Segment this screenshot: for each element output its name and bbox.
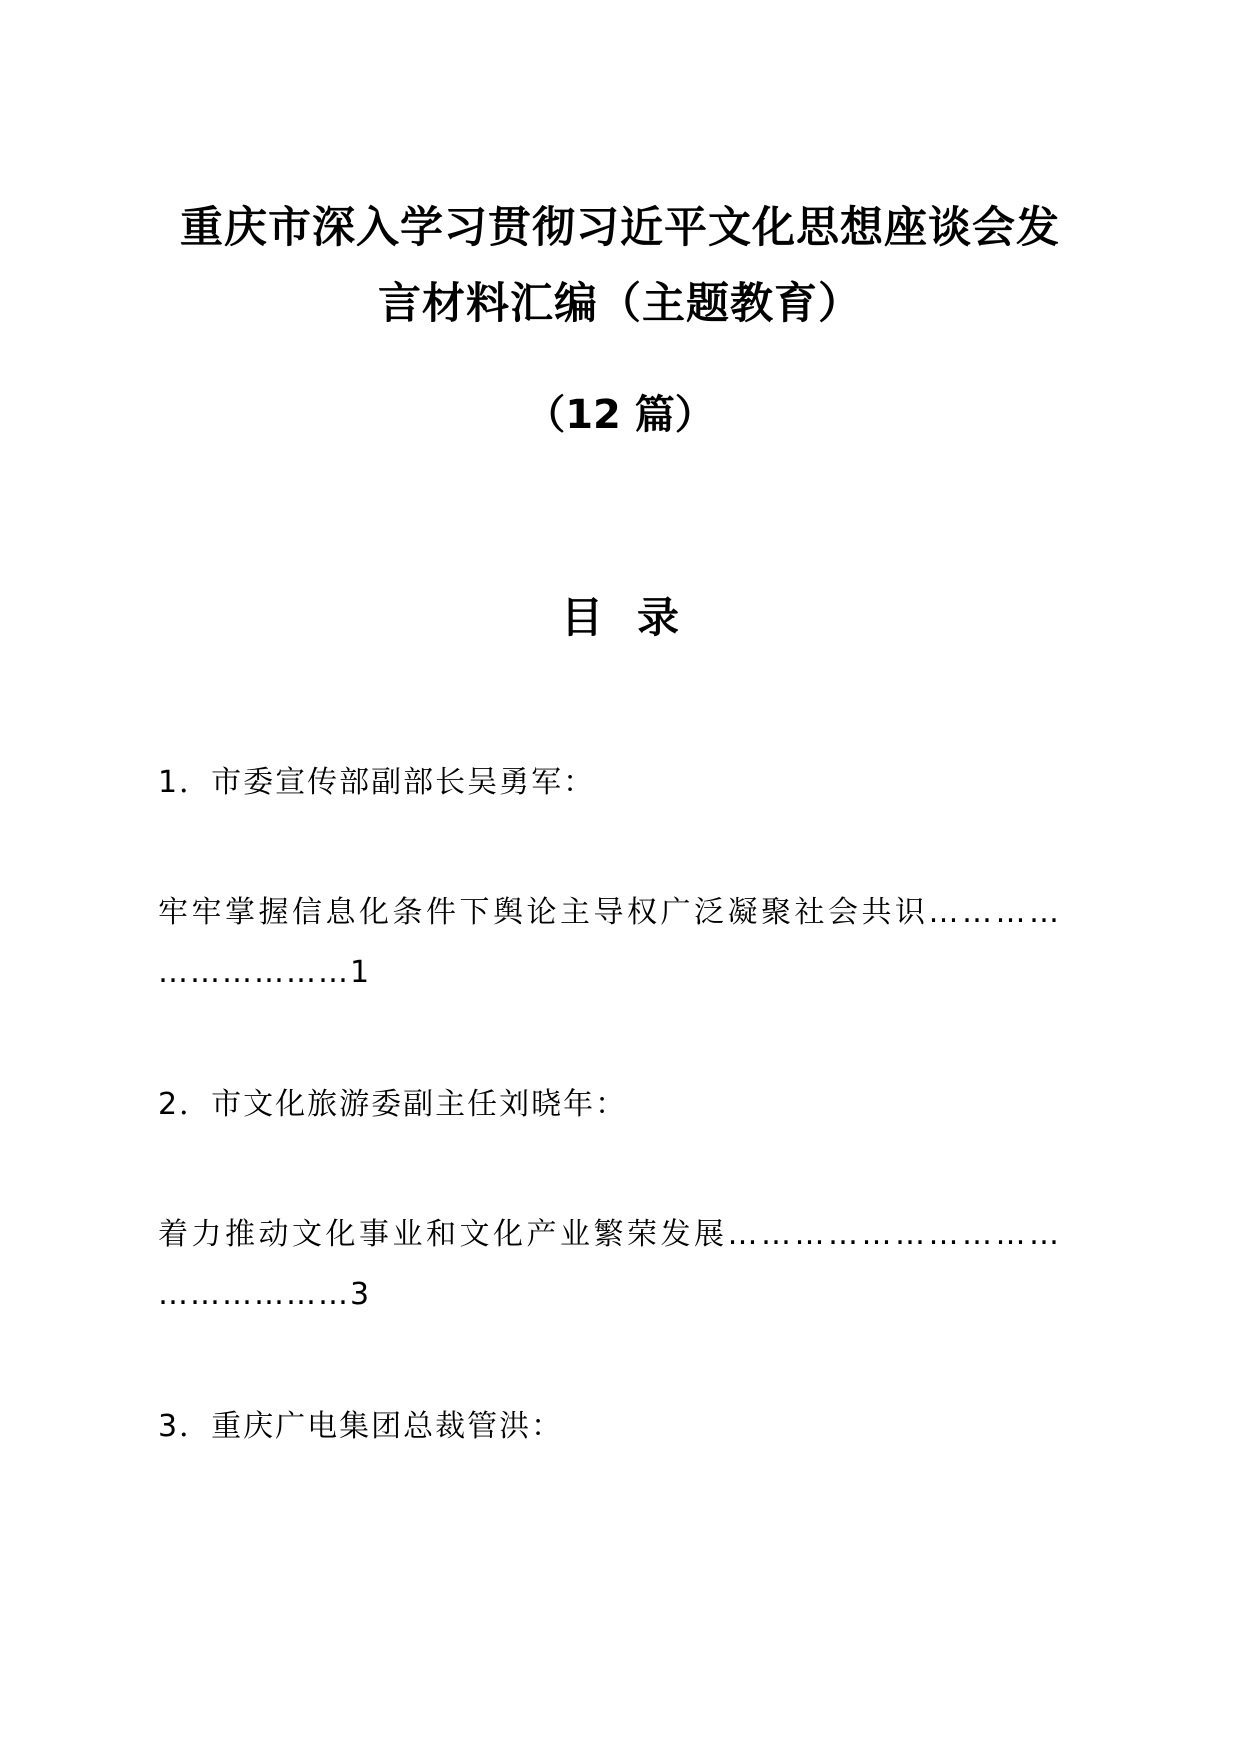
- title-line-2: 言材料汇编（主题教育）: [378, 279, 862, 329]
- toc-entry-2-title: 着力推动文化事业和文化产业繁荣发展…………………………: [158, 1217, 1063, 1252]
- article-count: （12 篇）: [525, 392, 715, 438]
- toc-heading-char-1: 目: [560, 593, 603, 642]
- toc-entry-3-header: 3．重庆广电集团总裁管洪：: [158, 1409, 564, 1444]
- toc-heading-char-2: 录: [637, 593, 680, 642]
- document-title: [0, 190, 1240, 342]
- toc-heading: [0, 588, 1240, 648]
- toc-entry-2-page: ………………3: [158, 1277, 372, 1312]
- toc-entry-1-header: 1．市委宣传部副部长吴勇军：: [158, 765, 596, 800]
- title-line-1: 重庆市深入学习贯彻习近平文化思想座谈会发: [180, 203, 1060, 253]
- toc-entry-1-page: ………………1: [158, 955, 372, 990]
- toc-entry-1-title: 牢牢掌握信息化条件下舆论主导权广泛凝聚社会共识…………: [158, 895, 1063, 930]
- toc-entry-2-header: 2．市文化旅游委副主任刘晓年：: [158, 1087, 628, 1122]
